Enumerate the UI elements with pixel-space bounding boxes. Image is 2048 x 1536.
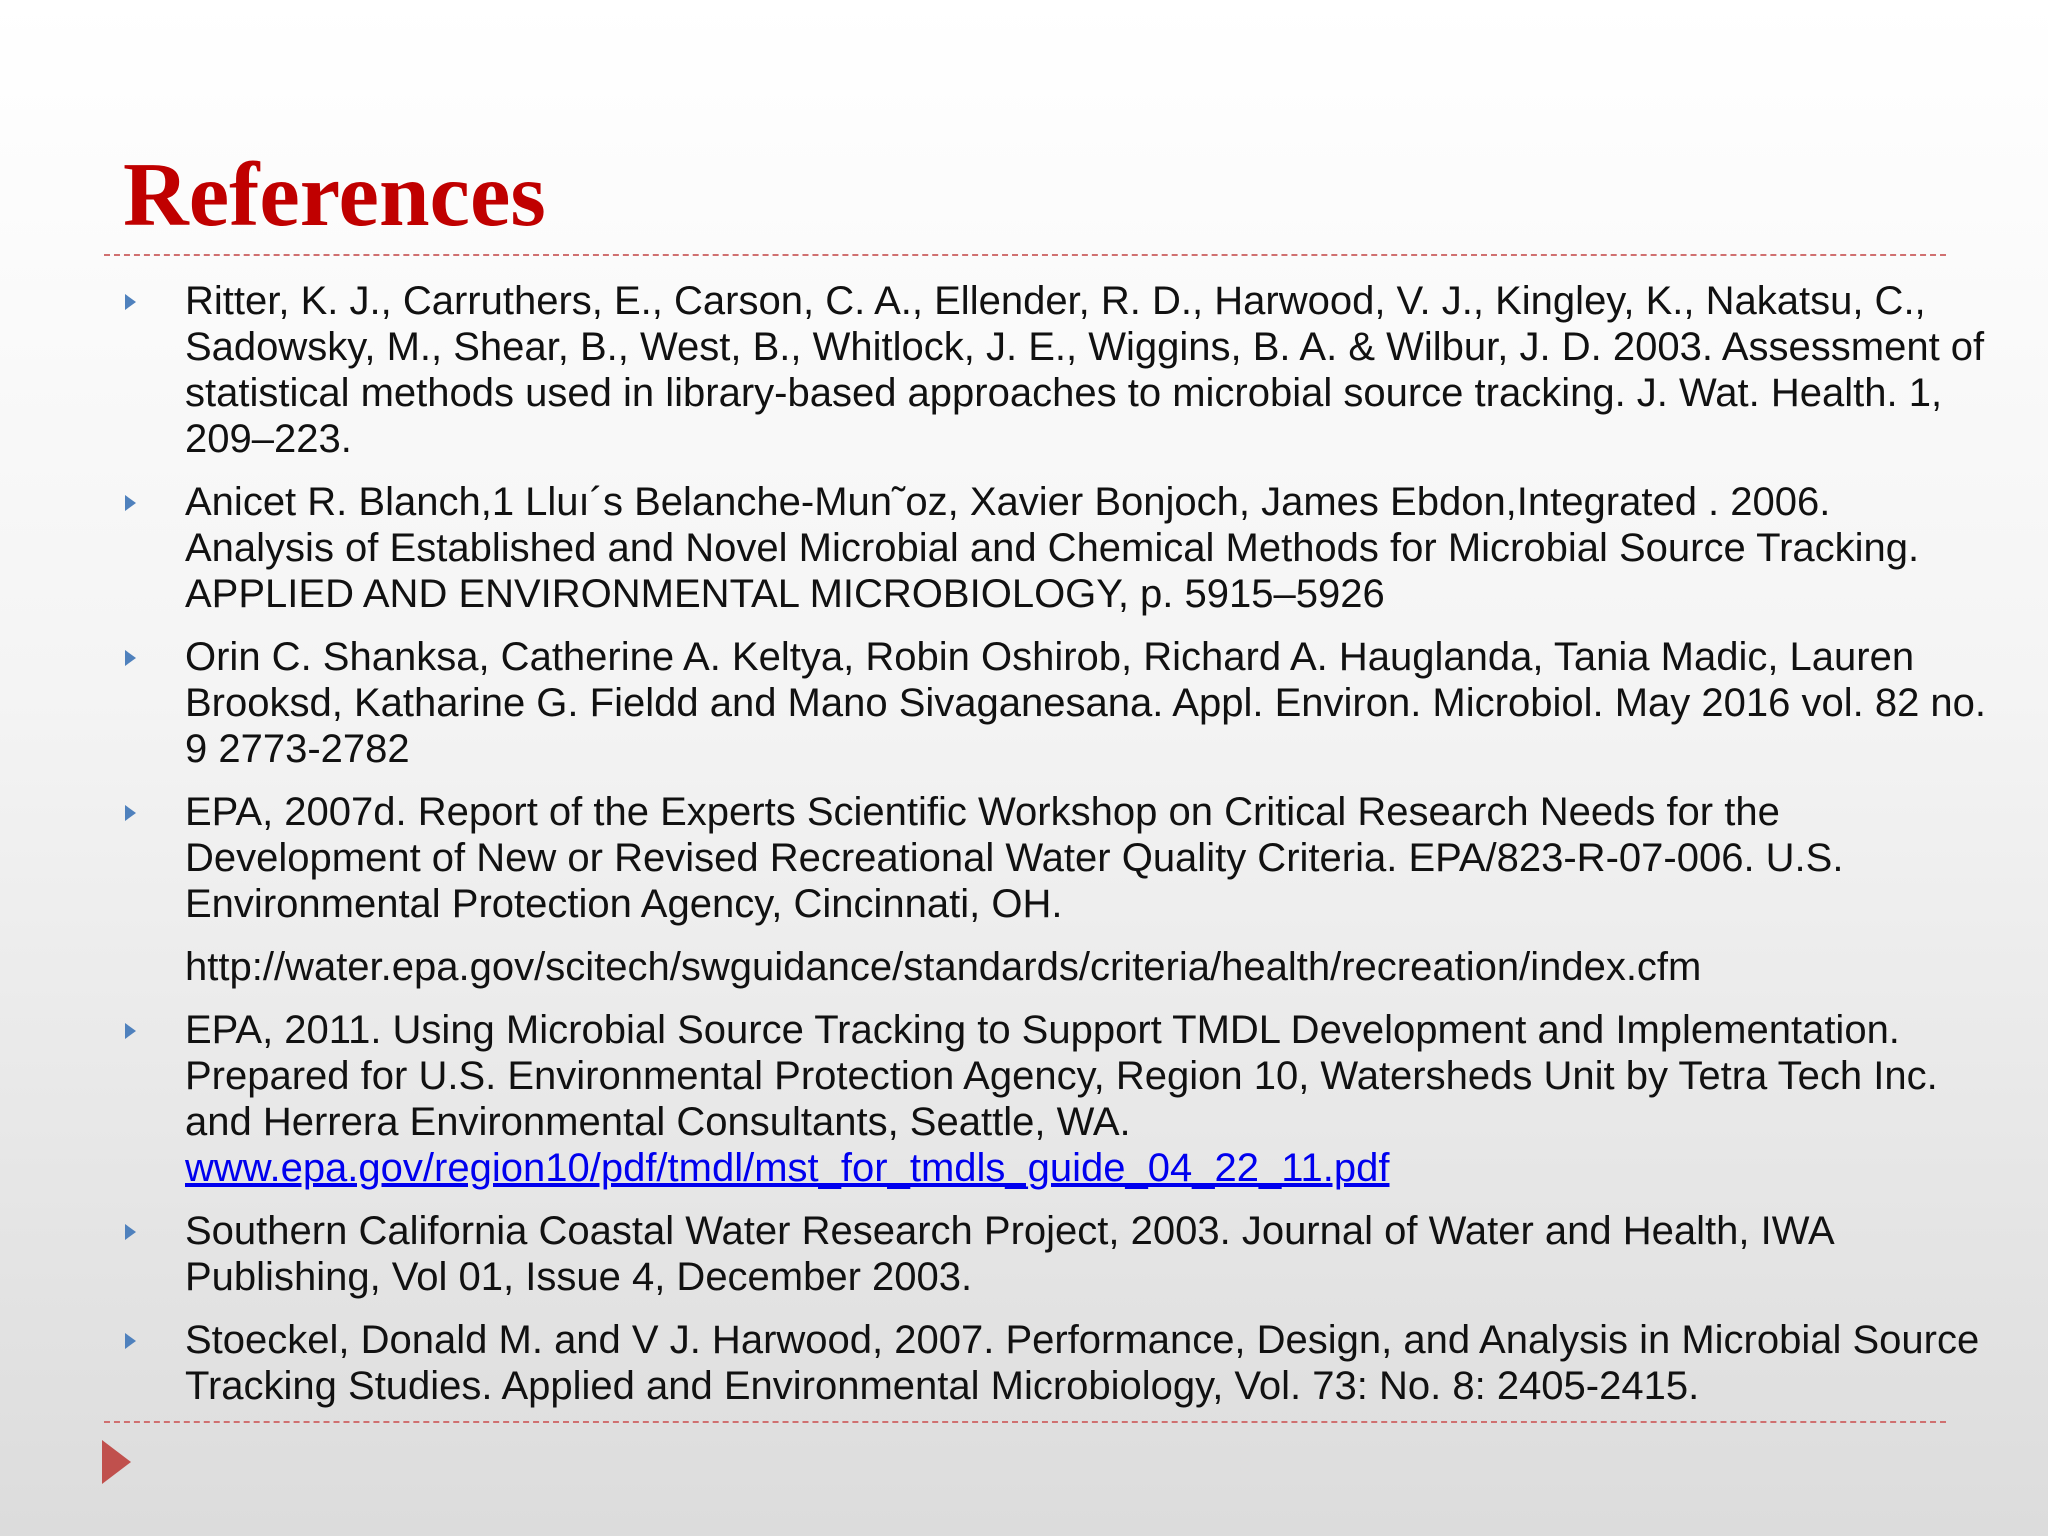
reference-list: [0, 278, 2048, 1426]
title-divider: [104, 254, 1946, 256]
triangle-bullet-icon: [125, 495, 136, 511]
reference-item-7: [0, 1317, 2048, 1409]
slide-title: References: [123, 144, 546, 245]
reference-item-3: [0, 634, 2048, 772]
reference-item-1: [0, 278, 2048, 462]
reference-text: Southern California Coastal Water Research Project, 2003. Journal of Water and Health, IWA Publishing, Vol 01, Issue 4, December 2003.: [185, 1209, 1833, 1299]
reference-text: Ritter, K. J., Carruthers, E., Carson, C. A., Ellender, R. D., Harwood, V. J., Kingley, K., Nakatsu, C., Sadowsky, M., Shear, B., West, B., Whitlock, J. E., Wiggins, B. A. & Wilbur, J. D. 2003. Assessment of statistical methods used in library-based approaches to microbial source tracking. J. Wat. Health. 1, 209–223.: [185, 279, 1985, 461]
triangle-bullet-icon: [125, 294, 136, 310]
reference-text: Anicet R. Blanch,1 Lluı´s Belanche-Mun˜oz, Xavier Bonjoch, James Ebdon,Integrated . 2006. Analysis of Established and Novel Microbial and Chemical Methods for Microbial Source Tracking. APPLIED AND ENVIRONMENTAL MICROBIOLOGY, p. 5915–5926: [185, 480, 1920, 616]
reference-text: Orin C. Shanksa, Catherine A. Keltya, Robin Oshirob, Richard A. Hauglanda, Tania Madic, Lauren Brooksd, Katharine G. Fieldd and Mano Sivaganesana. Appl. Environ. Microbiol. May 2016 vol. 82 no. 9 2773-2782: [185, 635, 1987, 771]
triangle-bullet-icon: [125, 1023, 136, 1039]
triangle-bullet-icon: [125, 1333, 136, 1349]
slide-marker-icon: [102, 1440, 131, 1484]
reference-item-6: [0, 1208, 2048, 1300]
reference-url-continuation: [0, 944, 2048, 990]
triangle-bullet-icon: [125, 805, 136, 821]
reference-text: EPA, 2011. Using Microbial Source Tracking to Support TMDL Development and Implementation. Prepared for U.S. Environmental Protection Agency, Region 10, Watersheds Unit by Tetra Tech Inc. and Herrera Environmental Consultants, Seattle, WA.: [185, 1008, 1938, 1144]
reference-text: EPA, 2007d. Report of the Experts Scientific Workshop on Critical Research Needs for the Development of New or Revised Recreational Water Quality Criteria. EPA/823-R-07-006. U.S. Environmental Protection Agency, Cincinnati, OH.: [185, 790, 1844, 926]
reference-link[interactable]: www.epa.gov/region10/pdf/tmdl/mst_for_tmdls_guide_04_22_11.pdf: [185, 1146, 1390, 1190]
reference-text: Stoeckel, Donald M. and V J. Harwood, 2007. Performance, Design, and Analysis in Microbial Source Tracking Studies. Applied and Environmental Microbiology, Vol. 73: No. 8: 2405-2415.: [185, 1318, 1980, 1408]
reference-item-2: [0, 479, 2048, 617]
reference-item-4: [0, 789, 2048, 927]
footer-divider: [104, 1421, 1946, 1423]
reference-item-5: [0, 1007, 2048, 1191]
triangle-bullet-icon: [125, 1224, 136, 1240]
reference-url-text: http://water.epa.gov/scitech/swguidance/standards/criteria/health/recreation/index.cfm: [185, 945, 1702, 989]
triangle-bullet-icon: [125, 650, 136, 666]
